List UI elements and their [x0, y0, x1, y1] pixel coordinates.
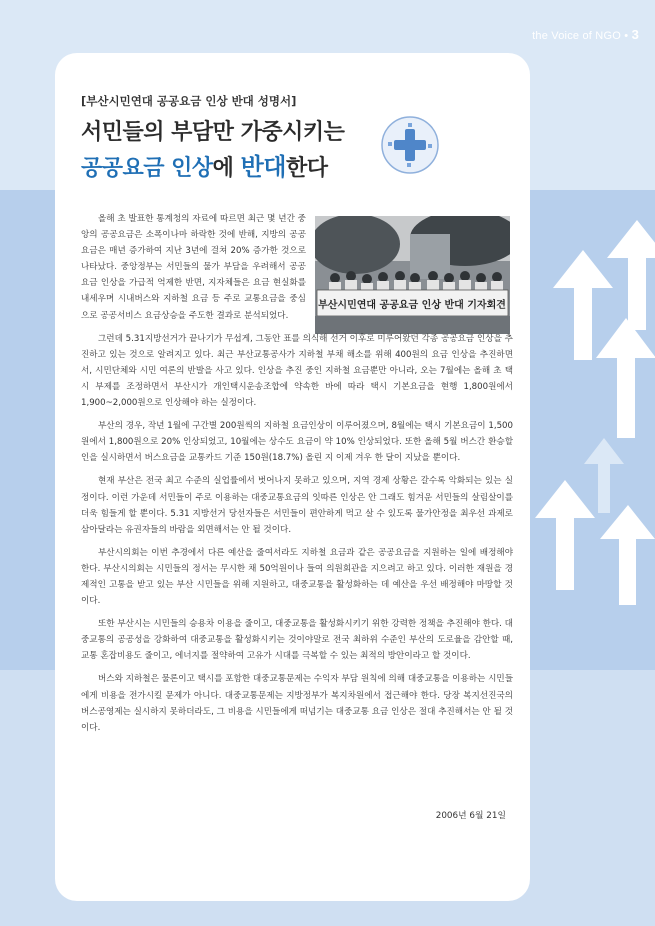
headline-line-1: 서민들의 부담만 가중시키는 [81, 120, 345, 145]
article-body [81, 211, 513, 743]
publication-name: the Voice of NGO [532, 30, 621, 42]
article-tag: [부산시민연대 공공요금 인상 반대 성명서] [81, 94, 297, 108]
headline-ending: 한다 [285, 156, 328, 181]
photo-banner-text: 부산시민연대 공공요금 인상 반대 기자회견 [318, 300, 506, 311]
article-card [55, 53, 530, 901]
up-arrow-icon [607, 220, 655, 330]
paragraph: 현재 부산은 전국 최고 수준의 실업률에서 벗어나지 못하고 있으며, 지역 경제 상황은 갈수록 악화되는 있는 실정이다. 이런 가운데 서민들이 주로 이용하는 대중교통요금의 잇따른 인상은 안 그래도 힘겨운 서민들의 살림살이를 더욱 힘들게 할 뿐이다. 5.31 지방선거 당선자들은 서민들이 편안하게 먹고 살 수 있도록 물가안정을 최우선 과제로 삼아달라는 유권자들의 바람을 외면해서는 안 될 것이다. [81, 476, 513, 535]
paragraph: 부산시의회는 이번 추경에서 다른 예산을 줄여서라도 지하철 요금과 같은 공공요금을 지원하는 일에 배정해야 한다. 부산시의회는 시민들의 정서는 무시한 채 50억원이나 들여 의원회관을 지으려고 하고 있다. 이러한 재원을 경제적인 고통을 받고 있는 부산 시민들을 위해 지원하고, 대중교통을 활성화하는 데 예산을 우선 배정해야 마땅할 것이다. [81, 547, 513, 607]
cross-plus-logo-icon [380, 115, 440, 175]
page-number: 3 [631, 27, 639, 42]
headline-highlight: 공공요금 인상 [81, 156, 213, 181]
header-separator: • [624, 30, 629, 42]
running-header [532, 27, 639, 42]
statement-date: 2006년 6월 21일 [435, 811, 506, 821]
headline-line-2 [81, 147, 327, 182]
up-arrow-icon [535, 480, 595, 590]
paragraph: 올해 초 발표한 통계청의 자료에 따르면 최근 몇 년간 중앙의 공공요금은 소폭이나마 하락한 것에 반해, 지방의 공공요금은 매년 증가하여 지난 3년에 걸쳐 20% 증가한 것으로 나타났다. 중앙정부는 서민들의 물가 부담을 우려해서 공공요금 인상을 가급적 억제한 반면, 지자체들은 요금 현실화를 내세우며 시내버스와 지하철 요금 등 주로 교통요금을 중심으로 공공서비스 요금상승을 주도한 결과로 분석되었다. [81, 214, 306, 321]
up-arrow-icon [596, 318, 655, 438]
headline-emphasis: 반대 [240, 153, 286, 181]
paragraph: 그런데 5.31지방선거가 끝나기가 무섭게, 그동안 표를 의식해 선거 이후로 미루어왔던 각종 공공요금 인상을 추진하고 있는 것으로 알려지고 있다. 최근 부산교통공사가 지하철 부채 해소를 위해 400원의 요금 인상을 추진하면서, 시민단체와 시민 여론의 반발을 사고 있다. 인상을 추진 중인 지하철 요금뿐만 아니라, 오는 7월에는 올해 초 택시 부제를 조정하면서 부산시가 개인택시운송조합에 약속한 바에 따라 택시 기본요금을 현행 1,800원에서 1,900~2,000원으로 인상해야 하는 실정이다. [81, 333, 513, 409]
paragraph: 부산의 경우, 작년 1월에 구간별 200원씩의 지하철 요금인상이 이루어졌으며, 8월에는 택시 기본요금이 1,500원에서 1,800원으로 20% 인상되었고, 10월에는 상수도 요금이 약 10% 인상되었다. 또한 올해 5월 버스간 환승할인을 실시하면서 버스요금을 교통카드 기준 150원(18.7%) 올린 지 이제 겨우 한 달이 지났을 뿐이다. [81, 421, 513, 464]
paragraph: 또한 부산시는 시민들의 승용차 이용을 줄이고, 대중교통을 활성화시키기 위한 강력한 정책을 추진해야 한다. 대중교통의 공공성을 강화하여 대중교통을 활성화시키는 것이야말로 전국 최하위 수준인 부산의 도로율을 감안할 때, 교통 혼잡비용도 줄이고, 에너지를 절약하여 고유가 시대를 극복할 수 있는 최적의 방안이라고 할 것이다. [81, 619, 513, 662]
paragraph: 버스와 지하철은 물론이고 택시를 포함한 대중교통문제는 수익자 부담 원칙에 의해 대중교통을 이용하는 시민들에게 비용을 전가시킬 문제가 아니다. 대중교통문제는 지방정부가 복지차원에서 접근해야 한다. 당장 복지선진국의 버스공영제는 실시하지 못하더라도, 그 비용을 시민들에게 떠넘기는 대중교통 요금 인상은 절대 추진해서는 안 될 것이다. [81, 674, 513, 733]
up-arrow-icon [600, 505, 655, 605]
headline-particle: 에 [212, 156, 241, 181]
